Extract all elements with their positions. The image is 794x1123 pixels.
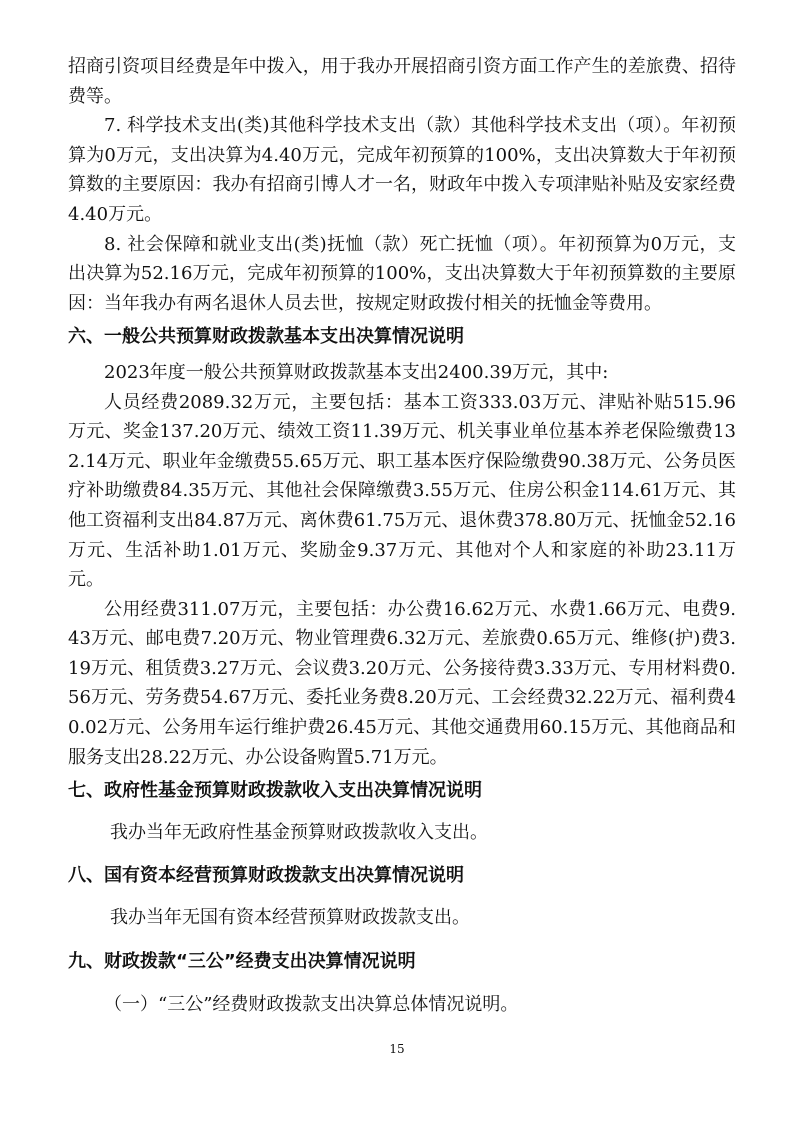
personnel-expense-paragraph: 人员经费2089.32万元，主要包括：基本工资333.03万元、津贴补贴515.96万元、奖金137.20万元、绩效工资11.39万元、机关事业单位基本养老保险缴费132.14万元、职业年金缴费55.65万元、职工基本医疗保险缴费90.38万元、公务员医疗补助缴费84.35万元、其他社会保障缴费3.55万元、住房公积金114.61万元、其他工资福利支出84.87万元、离休费61.75万元、退休费378.80万元、抚恤金52.16万元、生活补助1.01万元、奖励金9.37万元、其他对个人和家庭的补助23.11万元。 [68,391,736,591]
section-9-heading: 九、财政拨款“三公”经费支出决算情况说明 [68,950,416,972]
section-9-subheading-1: （一）“三公”经费财政拨款支出决算总体情况说明。 [104,994,519,1016]
section-6-heading: 六、一般公共预算财政拨款基本支出决算情况说明 [68,326,464,348]
public-expense-paragraph: 公用经费311.07万元，主要包括：办公费16.62万元、水费1.66万元、电费9.43万元、邮电费7.20万元、物业管理费6.32万元、差旅费0.65万元、维修(护)费3.19万元、租赁费3.27万元、会议费3.20万元、公务接待费3.33万元、专用材料费0.56万元、劳务费54.67万元、委托业务费8.20万元、工会经费32.22万元、福利费40.02万元、公务用车运行维护费26.45万元、其他交通费用60.15万元、其他商品和服务支出28.22万元、办公设备购置5.71万元。 [68,598,736,768]
item-8-paragraph: 8. 社会保障和就业支出(类)抚恤（款）死亡抚恤（项）。年初预算为0万元，支出决算为52.16万元，完成年初预算的100%，支出决算数大于年初预算数的主要原因：当年我办有两名退休人员去世，按规定财政拨付相关的抚恤金等费用。 [68,233,736,314]
continued-paragraph: 招商引资项目经费是年中拨入，用于我办开展招商引资方面工作产生的差旅费、招待费等。 [68,56,736,107]
section-7-body: 我办当年无政府性基金预算财政拨款收入支出。 [110,821,488,843]
item-7-paragraph: 7. 科学技术支出(类)其他科学技术支出（款）其他科学技术支出（项）。年初预算为0万元，支出决算为4.40万元，完成年初预算的100%，支出决算数大于年初预算数的主要原因：我办有招商引博人才一名，财政年中拨入专项津贴补贴及安家经费4.40万元。 [68,115,736,225]
section-8-body: 我办当年无国有资本经营预算财政拨款支出。 [110,907,470,929]
section-8-heading: 八、国有资本经营预算财政拨款支出决算情况说明 [68,865,464,887]
section-6-intro: 2023年度一般公共预算财政拨款基本支出2400.39万元，其中: [104,361,609,383]
section-7-heading: 七、政府性基金预算财政拨款收入支出决算情况说明 [68,780,482,802]
page-number: 15 [389,1042,405,1056]
document-body [68,52,736,1020]
spacer [68,933,736,943]
spacer [68,847,736,857]
